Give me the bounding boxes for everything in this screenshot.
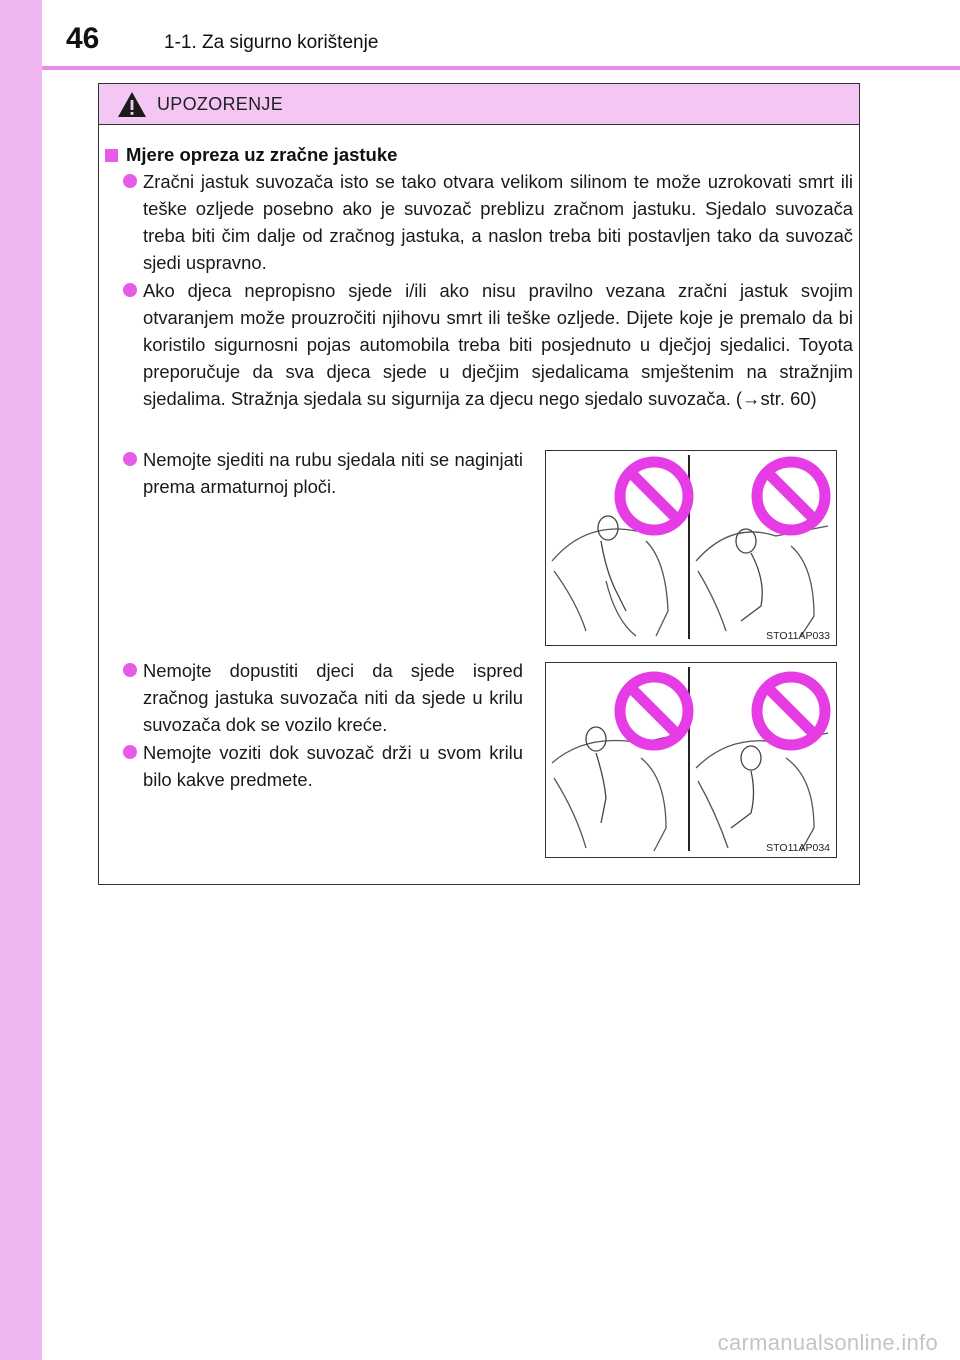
list-item-text: Nemojte dopustiti djeci da sjede ispred zračnog jastuka suvozača niti da sjede u krilu suvozača dok se vozilo kreće. xyxy=(143,660,523,735)
prohibition-sign-icon xyxy=(620,677,688,745)
list-item-text: Zračni jastuk suvozača isto se tako otvara velikom silinom te može uzrokovati smrt ili teške ozljede posebno ako je suvozač preblizu zračnom jastuku. Sjedalo suvozača treba biti čim dalje od zračnog jastuka, a naslon treba biti postavljen tako da suvozač sjedi uspravno. xyxy=(143,171,853,273)
bullet-dot-icon xyxy=(123,663,137,677)
list-item xyxy=(143,446,523,500)
warning-header xyxy=(99,84,859,125)
illustration-leaning-forward xyxy=(545,450,837,646)
list-item xyxy=(143,657,523,738)
prohibition-sign-icon xyxy=(620,462,688,530)
list-item-text: Nemojte voziti dok suvozač drži u svom krilu bilo kakve predmete. xyxy=(143,742,523,790)
bullet-dot-icon xyxy=(123,745,137,759)
section-title: 1-1. Za sigurno korištenje xyxy=(164,32,379,53)
list-item-text: Ako djeca nepropisno sjede i/ili ako nisu pravilno vezana zračni jastuk svojim otvaranjem može prouzročiti njihovu smrt ili teške ozljede. Dijete koje je premalo da bi koristilo sigurnosni pojas automobila treba biti posjednuto u dječjoj sjedalici. Toyota preporučuje da sva djeca sjede u dječjim sjedalicama smještenim na stražnjim sjedalima. Stražnja sjedala su sigurnija za djecu nego sjedalo suvozača. (→str. 60) xyxy=(143,280,853,409)
list-item xyxy=(143,277,853,412)
figure-caption: STO11AP033 xyxy=(766,630,830,642)
bullet-dot-icon xyxy=(123,174,137,188)
warning-box xyxy=(98,83,860,885)
header-rule xyxy=(42,66,960,70)
warning-triangle-icon xyxy=(117,91,147,118)
bullet-dot-icon xyxy=(123,283,137,297)
footer-watermark: carmanualsonline.info xyxy=(717,1330,938,1355)
heading-text: Mjere opreza uz zračne jastuke xyxy=(126,144,398,165)
square-bullet-icon xyxy=(105,149,118,162)
list-item xyxy=(143,168,853,276)
side-color-band xyxy=(0,0,42,1360)
list-item-text: Nemojte sjediti na rubu sjedala niti se naginjati prema armaturnoj ploči. xyxy=(143,449,523,497)
car-interior-illustration xyxy=(546,663,836,857)
illustration-child-in-front xyxy=(545,662,837,858)
prohibition-sign-icon xyxy=(757,677,825,745)
bullet-dot-icon xyxy=(123,452,137,466)
list-item xyxy=(143,739,523,793)
figure-caption: STO11AP034 xyxy=(766,842,830,854)
prohibition-sign-icon xyxy=(757,462,825,530)
warning-title: UPOZORENJE xyxy=(157,93,284,114)
car-interior-illustration xyxy=(546,451,836,645)
page-number: 46 xyxy=(66,22,100,55)
section-heading xyxy=(105,144,397,166)
